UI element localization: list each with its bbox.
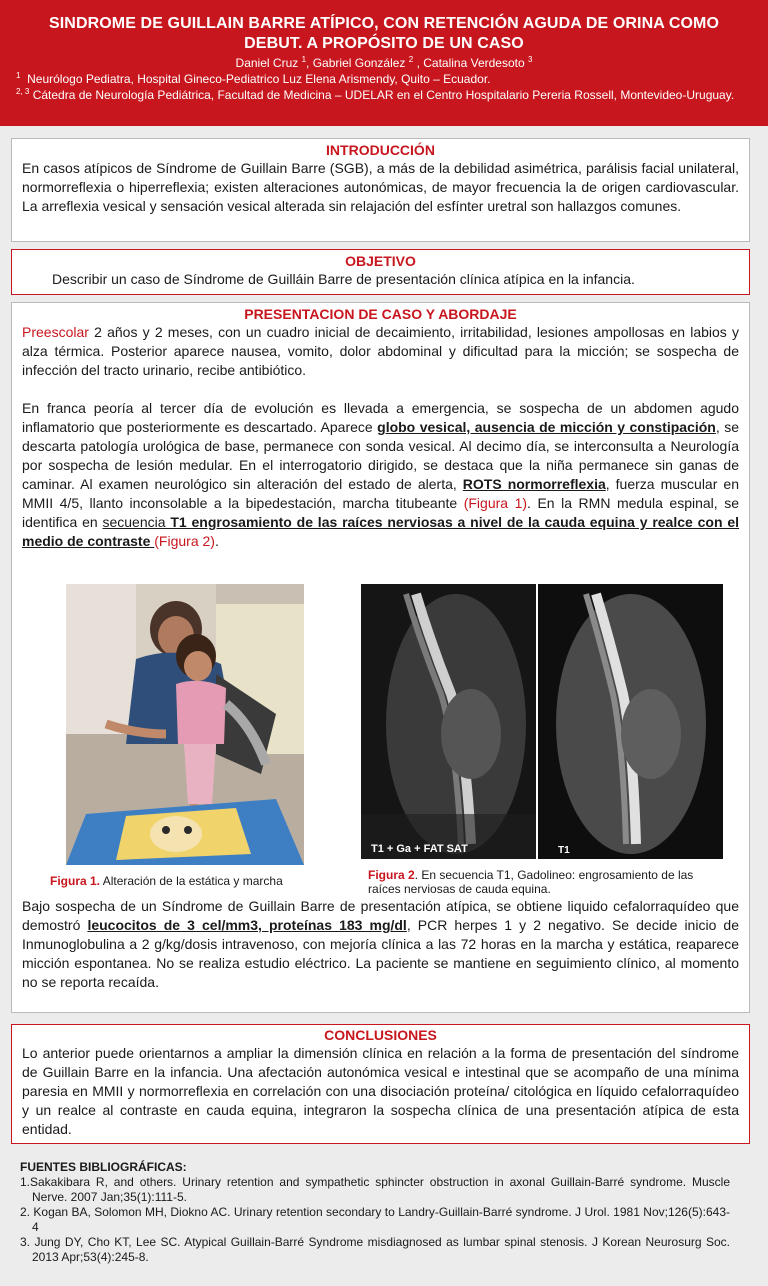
caso-paragraph-1: Preescolar 2 años y 2 meses, con un cuadro inicial de decaimiento, irritabilidad, lesiones ampollosas en labios y alza térmica. Posterior aparece nausea, vomito, dolor abdominal y dificultad para la micción; se sospecha de infección del tracto urinario, recibe antibiótico. [22, 324, 739, 378]
figure-2-caption: Figura 2. En secuencia T1, Gadolineo: engrosamiento de las raíces nerviosas de cauda equina. [368, 868, 694, 896]
caso-paragraph-2: En franca peoría al tercer día de evolución es llevada a emergencia, se sospecha de un abdomen agudo inflamatorio que posteriormente es descartado. Aparece globo vesical, ausencia de micción y constipación, se descarta patología urológica de base, permanece con sonda vesical. Al decimo día, se interconsulta a Neurología por sospecha de lesión medular. En el interrogatorio dirigido, se destaca que la niña permanece sin ganas de caminar. Al examen neurológico sin alteración del estado de alerta, ROTS normorreflexia, fuerza muscular en MMII 4/5, llanto inconsolable a la bipedestación, marcha titubeante (Figura 1). En la RMN medula espinal, se identifica en secuencia T1 engrosamiento de las raíces nerviosas a nivel de la cauda equina y realce con el medio de contraste (Figura 2). [22, 400, 740, 549]
conclusiones-section [11, 1024, 750, 1144]
references-title: FUENTES BIBLIOGRÁFICAS: [20, 1160, 187, 1174]
figure-2-mri [361, 584, 723, 859]
intro-section [11, 138, 750, 242]
mri-spine-illustration [361, 584, 723, 859]
author-name: Catalina Verdesoto [423, 56, 525, 70]
figure-1-caption: Figura 1. Alteración de la estática y marcha [50, 874, 283, 888]
objetivo-title: OBJETIVO [345, 253, 416, 269]
poster-title: SINDROME DE GUILLAIN BARRE ATÍPICO, CON RETENCIÓN AGUDA DE ORINA COMO DEBUT. A PROPÓSITO DE UN CASO [48, 15, 720, 52]
mri-left-label: T1 + Ga + FAT SAT [371, 843, 468, 855]
figure-1-photo [66, 584, 304, 865]
objetivo-text: Describir un caso de Síndrome de Guilláin Barre de presentación clínica atípica en la infancia. [52, 271, 635, 287]
intro-text: En casos atípicos de Síndrome de Guillain Barre (SGB), a más de la debilidad asimétrica, parálisis facial unilateral, normorreflexia o hiperreflexia; existen alteraciones autonómicas, de mayor frecuencia la de origen cardiovascular. La arreflexia vesical y sensación vesical alterada sin relajación del esfínter uretral son hallazgos comunes. [22, 160, 739, 214]
reference-item: 1.Sakakibara R, and others. Urinary retention and sympathetic sphincter obstruction in axonal Guillain-Barré syndrome. Muscle Nerve. 2007 Jan;35(1):111-5. [20, 1175, 730, 1204]
caso-title: PRESENTACION DE CASO Y ABORDAJE [244, 306, 517, 322]
reference-item: 3. Jung DY, Cho KT, Lee SC. Atypical Guillain-Barré Syndrome misdiagnosed as lumbar spinal stenosis. J Korean Neurosurg Soc. 2013 Apr;53(4):245-8. [20, 1235, 730, 1264]
objetivo-section [11, 249, 750, 295]
conclusiones-title: CONCLUSIONES [324, 1027, 437, 1043]
reference-item: 2. Kogan BA, Solomon MH, Diokno AC. Urinary retention secondary to Landry-Guillain-Barré syndrome. J Urol. 1981 Nov;126(5):643-4 [20, 1205, 730, 1234]
clinical-photo-illustration [66, 584, 304, 865]
affiliation-2: $^{2, 3}$ Cátedra de Neurología Pediátrica, Facultad de Medicina – UDELAR en el Centro Hospitalario Pereria Rossell, Montevideo-Uruguay. [16, 87, 735, 102]
references [20, 1160, 730, 1265]
mri-right-label: T1 [558, 845, 570, 856]
caso-paragraph-3: Bajo sospecha de un Síndrome de Guillain Barre de presentación atípica, se obtiene liquido cefalorraquídeo que demostró leucocitos de 3 cel/mm3, proteínas 183 mg/dl, PCR herpes 1 y 2 negativo. Se decide inicio de Inmunoglobulina a 2 g/kg/dosis intravenoso, con mejoría clínica a las 72 horas en la marcha y estática, reaparece micción espontanea. No se realiza estudio eléctrico. La paciente se mantiene en seguimiento clínico, al momento no se reporta recaída. [22, 898, 739, 990]
conclusiones-text: Lo anterior puede orientarnos a ampliar la dimensión clínica en relación a la forma de presentación del síndrome de Guillain Barre en la infancia. Una afectación autonómica vesical e intestinal que se acompaño de una mínima paresia en MMII y normorreflexia en correlación con una disociación proteína/ citológica en líquido cefalorraquídeo y un realce al contraste en cauda equina, integraron la sospecha clínica de una presentación atípica de esta entidad. [22, 1045, 739, 1137]
author-name: Daniel Cruz [235, 56, 299, 70]
poster-header [0, 0, 768, 126]
author-list: Daniel Cruz $^1$, Gabriel González $^2$ , Catalina Verdesoto $^3$ [235, 55, 533, 70]
author-name: Gabriel González [312, 56, 406, 70]
affiliation-1: $^1$ Neurólogo Pediatra, Hospital Gineco-Pediatrico Luz Elena Arismendy, Quito – Ecuador. [16, 71, 491, 86]
intro-title: INTRODUCCIÓN [326, 142, 435, 158]
